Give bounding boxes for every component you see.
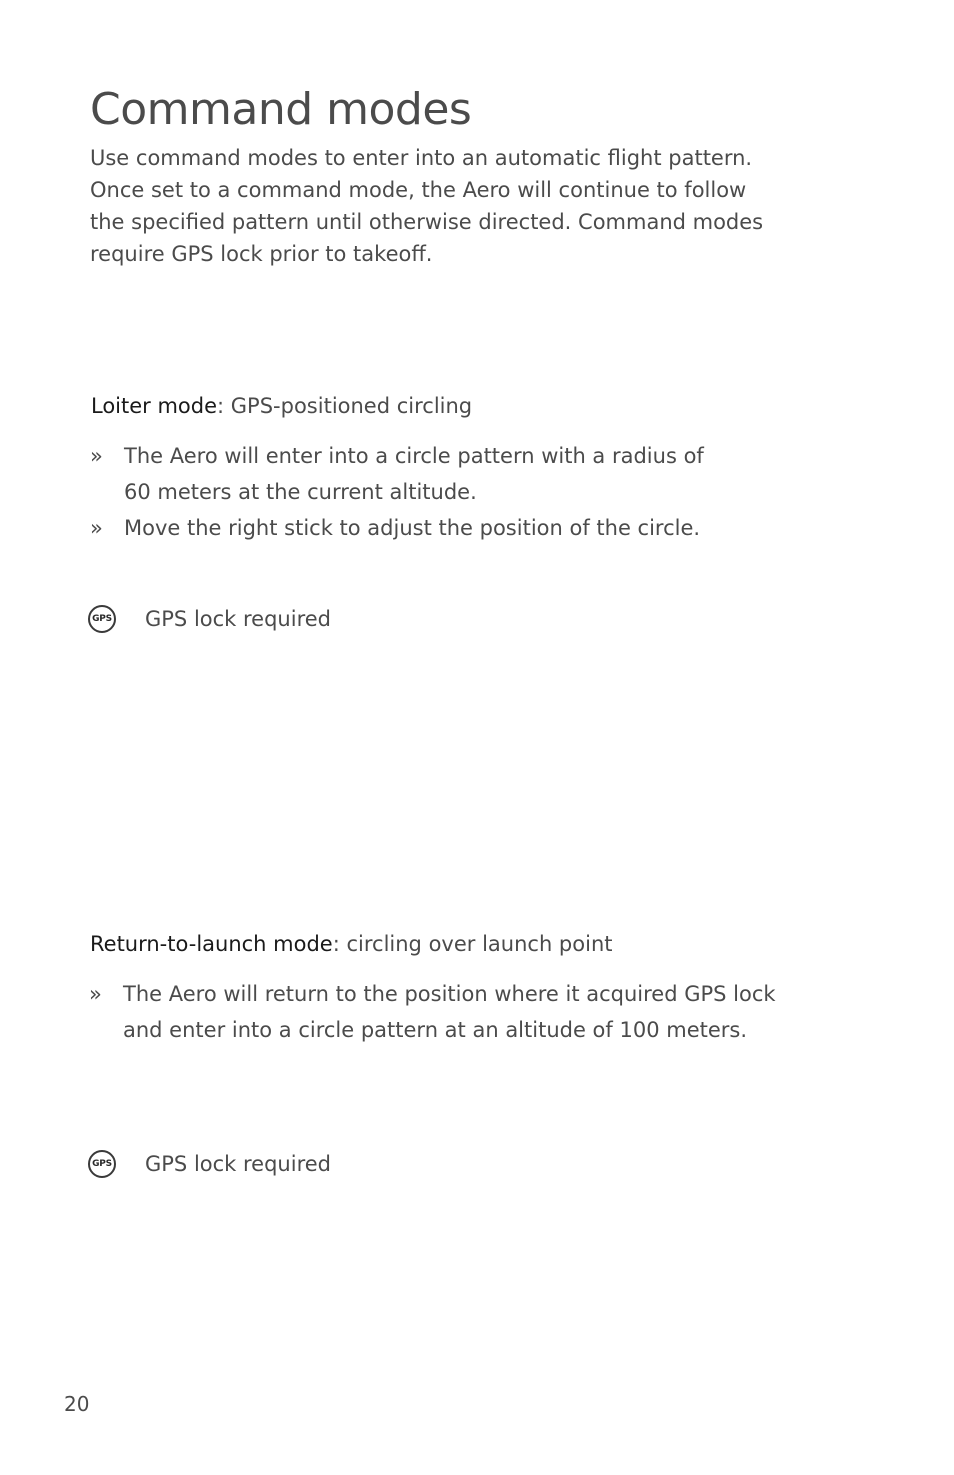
bullet-line: The Aero will enter into a circle pattern with a radius of: [124, 444, 704, 468]
page-number: 20: [64, 1392, 90, 1416]
list-item: [89, 976, 776, 1048]
list-item: [90, 438, 704, 510]
loiter-mode-heading: [91, 392, 472, 420]
bullet-marker: »: [89, 982, 102, 1006]
intro-line: the specified pattern until otherwise directed. Command modes: [90, 210, 764, 234]
list-item: [90, 510, 704, 546]
intro-line: require GPS lock prior to takeoff.: [90, 242, 433, 266]
rtl-gps-note: [88, 1148, 331, 1180]
rtl-bullet-list: [89, 976, 776, 1048]
intro-paragraph: [90, 142, 810, 270]
rtl-mode-heading: [90, 930, 612, 958]
bullet-line: Move the right stick to adjust the position of the circle.: [124, 516, 701, 540]
gps-note-text: GPS lock required: [145, 607, 331, 631]
loiter-gps-note: [88, 603, 331, 635]
bullet-marker: »: [90, 516, 103, 540]
gps-icon: [88, 605, 116, 633]
gps-note-text: GPS lock required: [145, 1152, 331, 1176]
gps-icon-label: GPS: [92, 614, 112, 624]
loiter-bullet-list: [90, 438, 704, 546]
bullet-marker: »: [90, 444, 103, 468]
bullet-line: and enter into a circle pattern at an altitude of 100 meters.: [123, 1018, 748, 1042]
loiter-mode-description: : GPS-positioned circling: [217, 394, 473, 418]
intro-line: Once set to a command mode, the Aero will continue to follow: [90, 178, 747, 202]
gps-icon-label: GPS: [92, 1159, 112, 1169]
gps-icon: [88, 1150, 116, 1178]
intro-line: Use command modes to enter into an automatic flight pattern.: [90, 146, 753, 170]
bullet-line: 60 meters at the current altitude.: [124, 480, 477, 504]
bullet-line: The Aero will return to the position where it acquired GPS lock: [123, 982, 776, 1006]
rtl-mode-name: Return-to-launch mode: [90, 932, 333, 956]
page-title: Command modes: [90, 84, 472, 135]
loiter-mode-name: Loiter mode: [91, 394, 218, 418]
rtl-mode-description: : circling over launch point: [332, 932, 613, 956]
